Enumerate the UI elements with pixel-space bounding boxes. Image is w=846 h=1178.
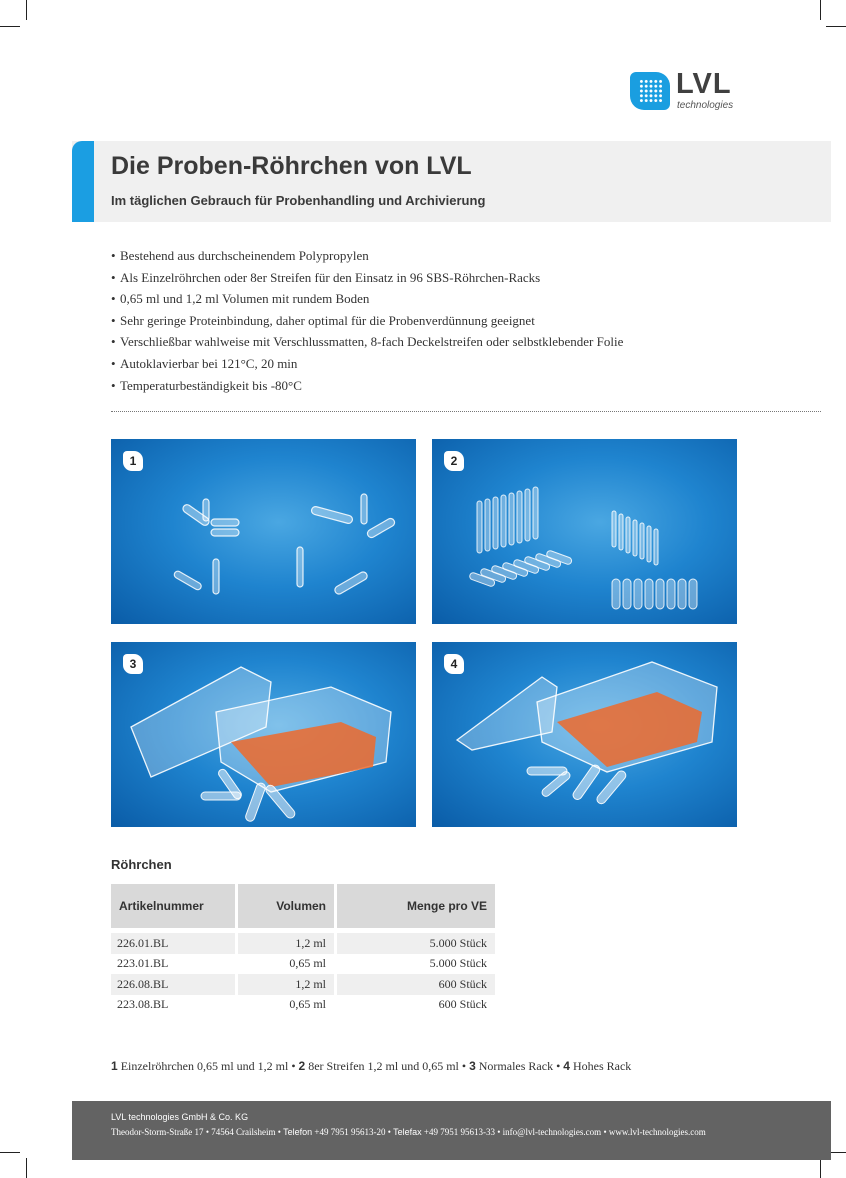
lvl-logo xyxy=(630,70,750,114)
photo-badge: 1 xyxy=(123,451,143,471)
feature-item: • Als Einzelröhrchen oder 8er Streifen für den Einsatz in 96 SBS-Röhrchen-Racks xyxy=(111,269,541,285)
title-accent-bar xyxy=(72,141,94,222)
quantity: 600 Stück xyxy=(337,974,495,995)
photo-tube-strips xyxy=(432,439,737,624)
footer-fax-label: Telefax xyxy=(393,1127,422,1137)
logo-dots-icon xyxy=(630,72,670,110)
article-number: 226.01.BL xyxy=(111,933,235,954)
quantity: 5.000 Stück xyxy=(429,956,487,971)
caption-text: 8er Streifen 1,2 ml und 0,65 ml xyxy=(308,1059,459,1073)
feature-item: • 0,65 ml und 1,2 ml Volumen mit rundem Boden xyxy=(111,291,370,307)
crop-mark xyxy=(0,26,20,27)
footer-city: 74564 Crailsheim xyxy=(211,1127,276,1137)
photo-single-tubes xyxy=(111,439,416,624)
article-number: 226.08.BL xyxy=(111,974,235,995)
volume: 1,2 ml xyxy=(238,974,334,995)
photo-normal-rack xyxy=(111,642,416,827)
product-table xyxy=(108,884,498,1015)
article-number: 223.01.BL xyxy=(117,956,169,971)
column-header-quantity: Menge pro VE xyxy=(337,884,495,928)
feature-item: • Temperaturbeständigkeit bis -80°C xyxy=(111,377,302,393)
high-rack-illustration xyxy=(432,642,737,827)
column-header-volume: Volumen xyxy=(238,884,334,928)
table-row xyxy=(111,933,495,954)
footer-web-link[interactable]: www.lvl-technologies.com xyxy=(608,1127,706,1137)
table-header-row xyxy=(111,884,495,928)
page-subtitle: Im täglichen Gebrauch für Probenhandling und Archivierung xyxy=(111,193,486,208)
feature-item: • Autoklavierbar bei 121°C, 20 min xyxy=(111,355,298,371)
caption-text: Hohes Rack xyxy=(572,1059,632,1073)
quantity: 600 Stück xyxy=(438,997,487,1012)
crop-mark xyxy=(826,26,846,27)
dotted-divider xyxy=(111,411,821,412)
table-row xyxy=(111,995,495,1016)
logo-name: LVL xyxy=(676,68,732,100)
table-row xyxy=(111,974,495,995)
feature-list xyxy=(111,245,623,396)
volume: 1,2 ml xyxy=(238,933,334,954)
feature-item: • Sehr geringe Proteinbindung, daher optimal für die Probenverdünnung geeignet xyxy=(111,312,535,328)
logo-subtitle: technologies xyxy=(677,100,734,111)
crop-mark xyxy=(26,1158,27,1178)
feature-item: • Verschließbar wahlweise mit Verschlussmatten, 8-fach Deckelstreifen oder selbstklebender Folie xyxy=(111,334,624,350)
caption-text: Normales Rack xyxy=(478,1059,554,1073)
caption-number: 3 xyxy=(469,1059,476,1073)
footer-company: LVL technologies GmbH & Co. KG xyxy=(111,1112,249,1122)
volume: 0,65 ml xyxy=(289,956,326,971)
photo-captions: 1 Einzelröhrchen 0,65 ml und 1,2 ml • 2 8er Streifen 1,2 ml und 0,65 ml • 3 Normales Rack • 4 Hohes Rack xyxy=(111,1059,632,1073)
caption-number: 2 xyxy=(298,1059,306,1073)
footer-email-link[interactable]: info@lvl-technologies.com xyxy=(502,1127,602,1137)
footer xyxy=(72,1101,831,1160)
table-row xyxy=(111,954,495,975)
tubes-illustration xyxy=(111,439,416,624)
feature-item: • Bestehend aus durchscheinendem Polypropylen xyxy=(111,248,369,263)
table-title: Röhrchen xyxy=(111,857,172,872)
photo-badge: 3 xyxy=(123,654,143,674)
crop-mark xyxy=(820,1158,821,1178)
photo-high-rack xyxy=(432,642,737,827)
footer-phone-label: Telefon xyxy=(283,1127,313,1137)
normal-rack-illustration xyxy=(111,642,416,827)
photo-badge: 4 xyxy=(444,654,464,674)
column-header-article: Artikelnummer xyxy=(111,884,235,928)
article-number: 223.08.BL xyxy=(117,997,169,1012)
strips-illustration xyxy=(432,439,737,624)
caption-text: Einzelröhrchen 0,65 ml und 1,2 ml xyxy=(120,1059,289,1073)
page-title: Die Proben-Röhrchen von LVL xyxy=(111,152,472,180)
crop-mark xyxy=(26,0,27,20)
footer-phone: +49 7951 95613-20 xyxy=(314,1127,386,1137)
volume: 0,65 ml xyxy=(289,997,326,1012)
crop-mark xyxy=(820,0,821,20)
footer-fax: +49 7951 95613-33 xyxy=(423,1127,495,1137)
caption-number: 4 xyxy=(563,1059,570,1073)
photo-badge: 2 xyxy=(444,451,464,471)
quantity: 5.000 Stück xyxy=(337,933,495,954)
caption-number: 1 xyxy=(111,1059,118,1073)
footer-address: Theodor-Storm-Straße 17 xyxy=(111,1127,204,1137)
crop-mark xyxy=(0,1152,20,1153)
footer-contact: Theodor-Storm-Straße 17 • 74564 Crailsheim • Telefon +49 7951 95613-20 • Telefax +49 7951 95613-33 • info@lvl-technologies.com • www.lvl-technologies.com xyxy=(111,1127,706,1137)
